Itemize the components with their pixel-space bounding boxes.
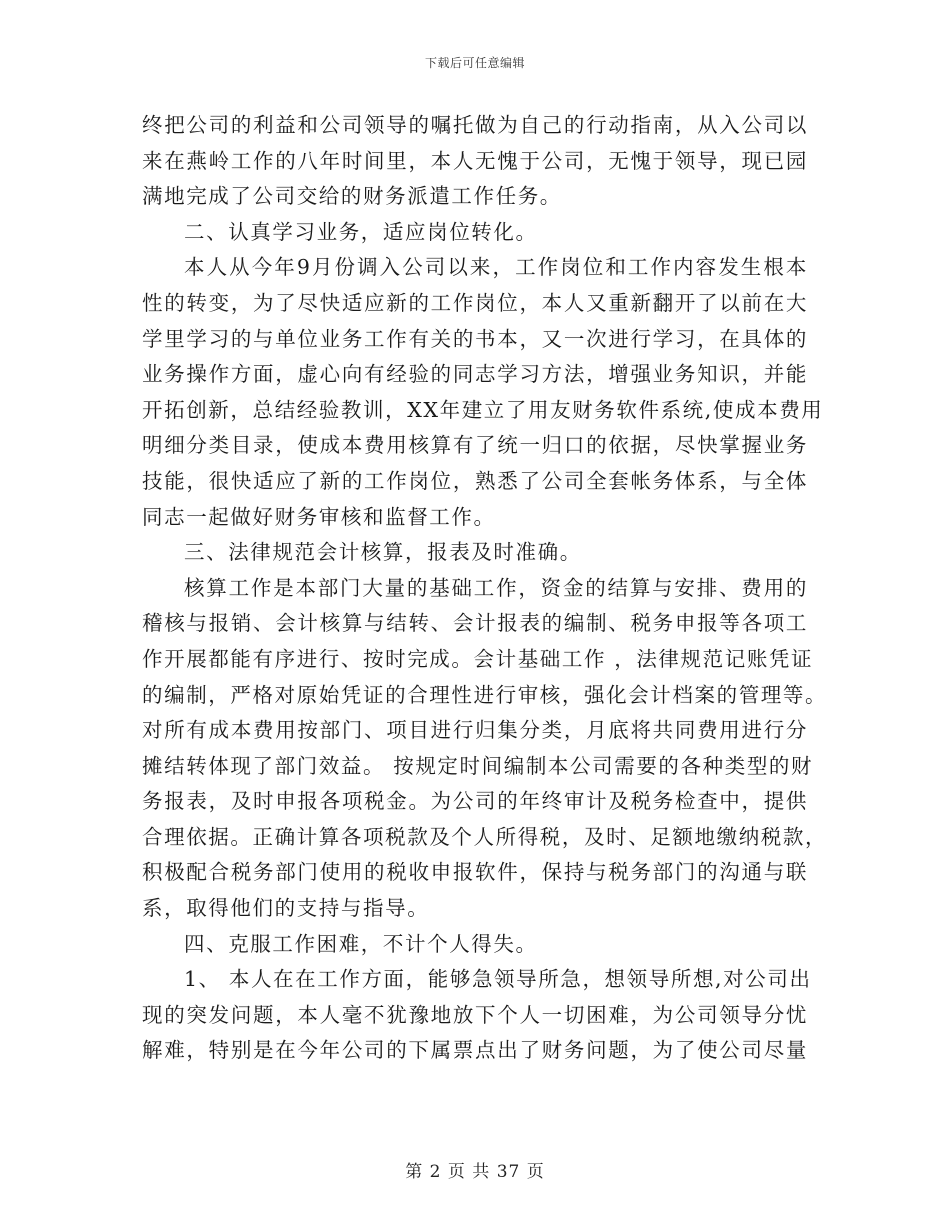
section-heading-3: 三、法律规范会计核算，报表及时准确。 xyxy=(184,540,582,565)
section-heading-4: 四、克服工作困难，不计个人得失。 xyxy=(184,931,538,956)
body-line: 来在燕岭工作的八年时间里，本人无愧于公司，无愧于领导，现已园 xyxy=(142,148,808,173)
body-line: 的编制，严格对原始凭证的合理性进行审核，强化会计档案的管理等。 xyxy=(142,682,828,707)
body-line: 开拓创新，总结经验教训，XX年建立了用友财务软件系统,使成本费用 xyxy=(142,397,824,422)
body-line: 作开展都能有序进行、按时完成。会计基础工作 ，法律规范记账凭证 xyxy=(142,646,814,671)
body-line: 同志一起做好财务审核和监督工作。 xyxy=(142,504,496,529)
body-line: 1、 本人在在工作方面，能够急领导所急，想领导所想,对公司出 xyxy=(184,967,812,992)
body-line: 明细分类目录，使成本费用核算有了统一归口的依据，尽快掌握业务 xyxy=(142,433,808,458)
body-line: 满地完成了公司交给的财务派遣工作任务。 xyxy=(142,184,562,209)
body-line: 积极配合税务部门使用的税收申报软件，保持与税务部门的沟通与联 xyxy=(142,860,808,885)
header-note: 下载后可任意编辑 xyxy=(424,56,525,70)
body-line: 学里学习的与单位业务工作有关的书本，又一次进行学习，在具体的 xyxy=(142,326,808,351)
body-line: 现的突发问题，本人毫不犹豫地放下个人一切困难，为公司领导分忧 xyxy=(142,1002,808,1027)
body-line: 终把公司的利益和公司领导的嘱托做为自己的行动指南，从入公司以 xyxy=(142,113,808,137)
body-line: 性的转变，为了尽快适应新的工作岗位，本人又重新翻开了以前在大 xyxy=(142,290,808,315)
page-number: 第 2 页 共 37 页 xyxy=(405,1162,545,1182)
body-line: 摊结转体现了部门效益。 按规定时间编制本公司需要的各种类型的财 xyxy=(142,753,814,778)
section-heading-2: 二、认真学习业务，适应岗位转化。 xyxy=(184,219,538,244)
document-body xyxy=(142,108,828,1069)
body-line: 解难，特别是在今年公司的下属票点出了财务问题，为了使公司尽量 xyxy=(142,1038,808,1063)
body-line: 系，取得他们的支持与指导。 xyxy=(142,896,430,921)
body-line: 核算工作是本部门大量的基础工作，资金的结算与安排、费用的 xyxy=(184,575,808,600)
body-line: 技能，很快适应了新的工作岗位，熟悉了公司全套帐务体系，与全体 xyxy=(142,468,808,493)
body-line: 务报表，及时申报各项税金。为公司的年终审计及税务检查中，提供 xyxy=(142,789,808,814)
body-line: 对所有成本费用按部门、项目进行归集分类，月底将共同费用进行分 xyxy=(142,718,808,743)
body-line: 业务操作方面，虚心向有经验的同志学习方法，增强业务知识，并能 xyxy=(142,362,808,387)
body-line: 本人从今年9月份调入公司以来，工作岗位和工作内容发生根本 xyxy=(184,255,808,280)
body-line: 稽核与报销、会计核算与结转、会计报表的编制、税务申报等各项工 xyxy=(142,611,808,636)
body-line: 合理依据。正确计算各项税款及个人所得税，及时、足额地缴纳税款， xyxy=(142,824,828,849)
